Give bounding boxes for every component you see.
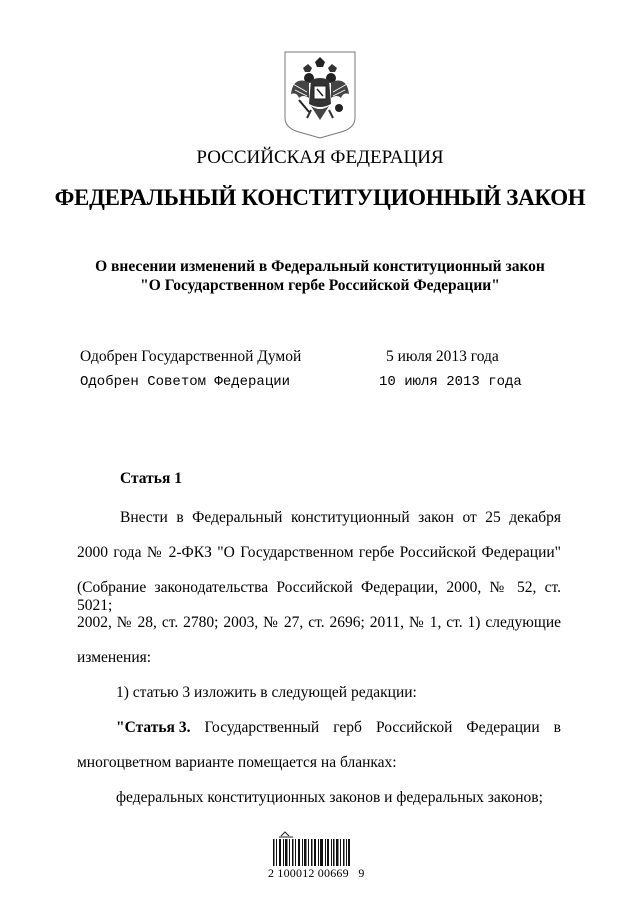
quote-article-3-line-1 [116,719,561,737]
barcode-number: 2 100012 00669 9 [268,866,365,880]
law-subject-line1: О внесении изменений в Федеральный конституционный закон [95,258,545,275]
article-1-line-1: Внести в Федеральный конституционный закон от 25 декабря [120,509,561,526]
quote-article-3-line-2: многоцветном варианте помещается на бланках: [77,754,397,771]
approval-council-label: Одобрен Советом Федерации [80,374,291,390]
quote-article-3-line-3: федеральных конституционных законов и федеральных законов; [116,789,543,806]
article-1-line-5: изменения: [77,649,152,666]
law-subject-line2: "О Государственном гербе Российской Федерации" [140,277,500,294]
quote-article-3-text: Государственный герб Российской Федерации в [204,719,561,736]
article-1-line-4: 2002, № 28, ст. 2780; 2003, № 27, ст. 2696; 2011, № 1, ст. 1) следующие [77,614,561,631]
law-type-heading: ФЕДЕРАЛЬНЫЙ КОНСТИТУЦИОННЫЙ ЗАКОН [54,185,586,210]
approval-duma-date: 5 июля 2013 года [386,348,499,365]
article-1-line-2: 2000 года № 2-ФКЗ "О Государственном гербе Российской Федерации" [77,544,561,561]
article-1-heading: Статья 1 [120,470,182,487]
country-heading: РОССИЙСКАЯ ФЕДЕРАЦИЯ [196,147,444,168]
coat-of-arms-icon [281,48,359,140]
approval-duma-label: Одобрен Государственной Думой [80,348,302,365]
quote-article-3-heading: "Статья 3. [116,719,191,736]
article-1-line-3: (Собрание законодательства Российской Федерации, 2000, № 52, ст. 5021; [77,579,561,614]
approval-council-date: 10 июля 2013 года [379,374,522,390]
article-1-item-1: 1) статью 3 изложить в следующей редакции: [116,684,417,701]
